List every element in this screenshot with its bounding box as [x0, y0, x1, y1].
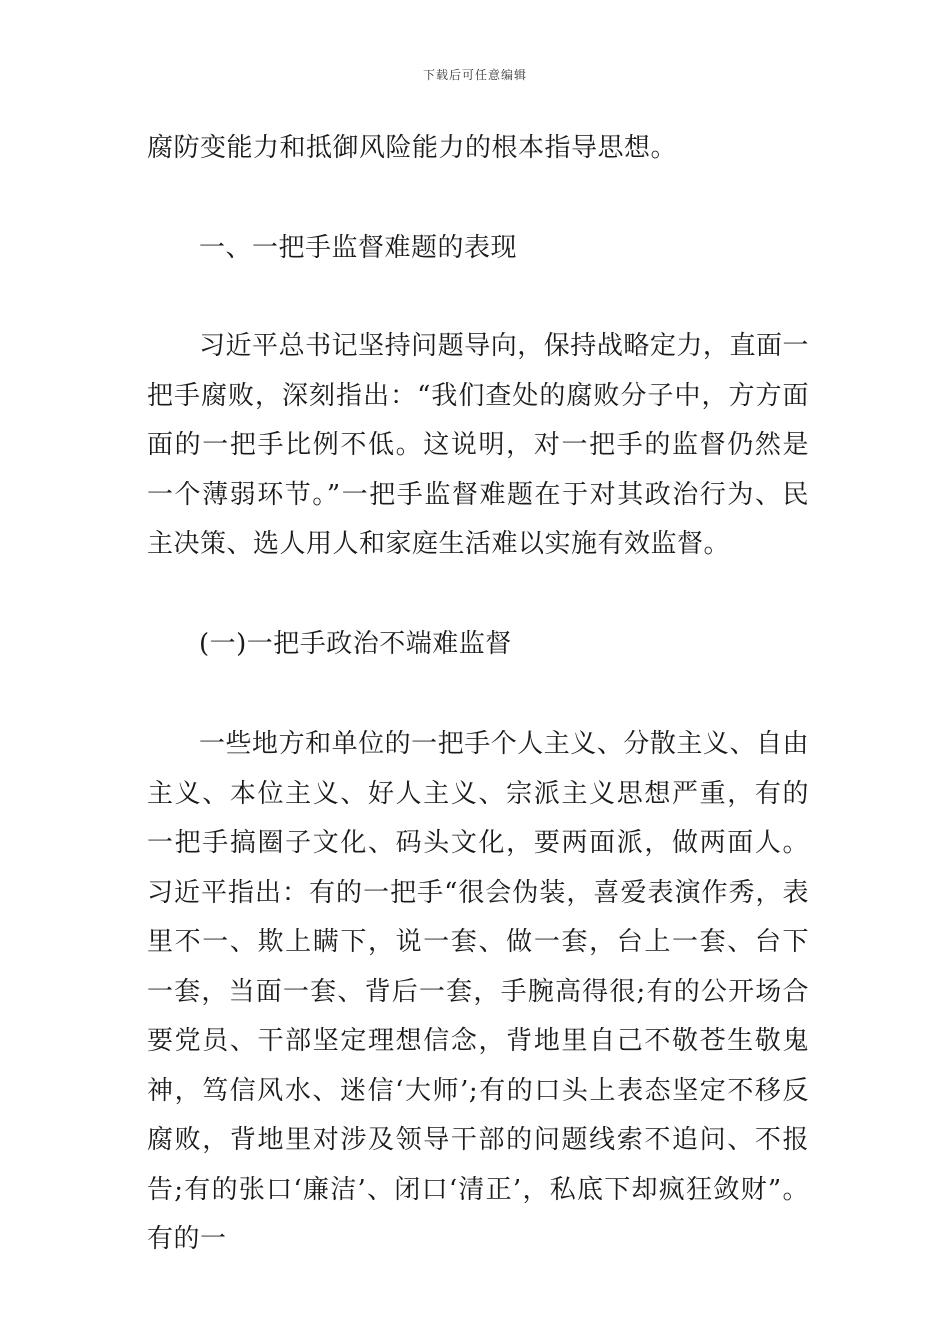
page-header: 下载后可任意编辑 [422, 68, 527, 82]
section-heading [147, 224, 809, 274]
heading-text: (一)一把手政治不端难监督 [199, 629, 512, 659]
paragraph-text: 一些地方和单位的一把手个人主义、分散主义、自由主义、本位主义、好人主义、宗派主义思想严重，有的一把手搞圈子文化、码头文化，要两面派，做两面人。习近平指出：有的一把手“很会伪装，喜爱表演作秀，表里不一、欺上瞒下，说一套、做一套，台上一套、台下一套，当面一套、背后一套，手腕高得很;有的公开场合要党员、干部坚定理想信念，背地里自己不敬苍生敬鬼神，笃信风水、迷信‘大师’;有的口头上表态坚定不移反腐败，背地里对涉及领导干部的问题线索不追问、不报告;有的张口‘廉洁’、闭口‘清正’，私底下却疯狂敛财”。有的一 [147, 729, 809, 1254]
paragraph-text: 习近平总书记坚持问题导向，保持战略定力，直面一把手腐败，深刻指出：“我们查处的腐败分子中，方方面面的一把手比例不低。这说明，对一把手的监督仍然是一个薄弱环节。”一把手监督难题在于对其政治行为、民主决策、选人用人和家庭生活难以实施有效监督。 [147, 331, 809, 559]
subsection-heading [147, 620, 809, 670]
paragraph-text: 腐防变能力和抵御风险能力的根本指导思想。 [147, 133, 678, 163]
body-paragraph [147, 322, 809, 570]
heading-text: 一、一把手监督难题的表现 [199, 233, 518, 263]
body-paragraph [147, 720, 809, 1265]
continuation-paragraph [147, 124, 809, 174]
